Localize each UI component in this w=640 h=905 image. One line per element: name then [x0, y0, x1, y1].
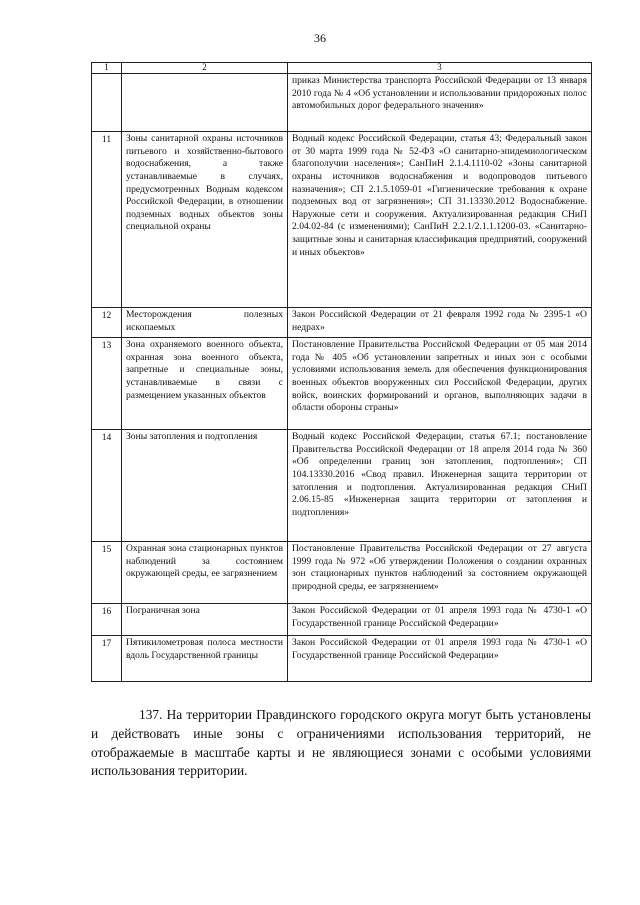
legal-basis: Постановление Правительства Российской Федерации от 27 августа 1999 года № 972 «Об утверждении Положения о создании охранных зон стационарных пунктов наблюдений за состоянием окружающей природной среды, ее загрязнением» [288, 541, 592, 603]
paragraph-137: 137. На территории Правдинского городского округа могут быть установлены и действовать иные зоны с ограничениями использования территорий, не отображаемые в масштабе карты и не являющиеся зонами с особыми условиями использования территории. [91, 707, 591, 779]
zone-name: Зона охраняемого военного объекта, охранная зона военного объекта, запретные и специальные зоны, устанавливаемые в связи с размещением указанных объектов [122, 337, 288, 429]
table-row [92, 131, 592, 307]
zone-name: Зоны затопления и подтопления [122, 429, 288, 541]
header-col-3: 3 [288, 63, 592, 74]
row-number: 14 [92, 429, 122, 541]
table-row [92, 603, 592, 635]
table-row [92, 635, 592, 681]
legal-basis: Постановление Правительства Российской Федерации от 05 мая 2014 года № 405 «Об установлении запретных и иных зон с особыми условиями использования земель для обеспечения функционирования военных объектов вооруженных сил Российской Федерации, других войск, воинских формирований и органов, выполняющих задачи в области обороны страны» [288, 337, 592, 429]
zone-name: Пограничная зона [122, 603, 288, 635]
header-col-1: 1 [92, 63, 122, 74]
row-number: 13 [92, 337, 122, 429]
legal-basis: Водный кодекс Российской Федерации, статья 67.1; постановление Правительства Российской Федерации от 18 апреля 2014 года № 360 «Об определении границ зон затопления, подтопления»; СП 104.13330.2016 «Свод правил. Инженерная защита территории от затопления и подтопления. Актуализированная редакция СНиП 2.06.15-85 «Инженерная защита территории от затопления и подтопления» [288, 429, 592, 541]
zones-table [91, 62, 592, 682]
legal-basis: Закон Российской Федерации от 21 февраля 1992 года № 2395-1 «О недрах» [288, 307, 592, 337]
header-col-2: 2 [122, 63, 288, 74]
row-number: 11 [92, 131, 122, 307]
table-row [92, 429, 592, 541]
table-header-row [92, 63, 592, 74]
zone-name: Зоны санитарной охраны источников питьевого и хозяйственно-бытового водоснабжения, а также устанавливаемые в случаях, предусмотренных Водным кодексом Российской Федерации, в отношении подземных водных объектов зоны специальной охраны [122, 131, 288, 307]
table-row [92, 337, 592, 429]
legal-basis: Закон Российской Федерации от 01 апреля 1993 года № 4730-1 «О Государственной границе Российской Федерации» [288, 603, 592, 635]
legal-basis: Закон Российской Федерации от 01 апреля 1993 года № 4730-1 «О Государственной границе Российской Федерации» [288, 635, 592, 681]
row-number: 16 [92, 603, 122, 635]
zone-name: Охранная зона стационарных пунктов наблюдений за состоянием окружающей среды, ее загрязнением [122, 541, 288, 603]
table-row-continuation [92, 73, 592, 131]
zone-name: Месторождения полезных ископаемых [122, 307, 288, 337]
row-number: 12 [92, 307, 122, 337]
table-row [92, 541, 592, 603]
page-number: 36 [314, 31, 326, 45]
row-number: 15 [92, 541, 122, 603]
row-number: 17 [92, 635, 122, 681]
table-row [92, 307, 592, 337]
legal-basis: Водный кодекс Российской Федерации, статья 43; Федеральный закон от 30 марта 1999 года № 52-ФЗ «О санитарно-эпидемиологическом благополучии населения»; СанПиН 2.1.4.1110-02 «Зоны санитарной охраны источников водоснабжения и водопроводов питьевого назначения»; СП 2.1.5.1059-01 «Гигиенические требования к охране подземных вод от загрязнения»; СП 31.13330.2012 Водоснабжение. Наружные сети и сооружения. Актуализированная редакция СНиП 2.04.02-84 (с изменениями); СанПиН 2.2.1/2.1.1.1200-03. «Санитарно-защитные зоны и санитарная классификация предприятий, сооружений и иных объектов» [288, 131, 592, 307]
continuation-basis: приказ Министерства транспорта Российской Федерации от 13 января 2010 года № 4 «Об установлении и использовании придорожных полос автомобильных дорог федерального значения» [288, 73, 592, 131]
zone-name: Пятикилометровая полоса местности вдоль Государственной границы [122, 635, 288, 681]
